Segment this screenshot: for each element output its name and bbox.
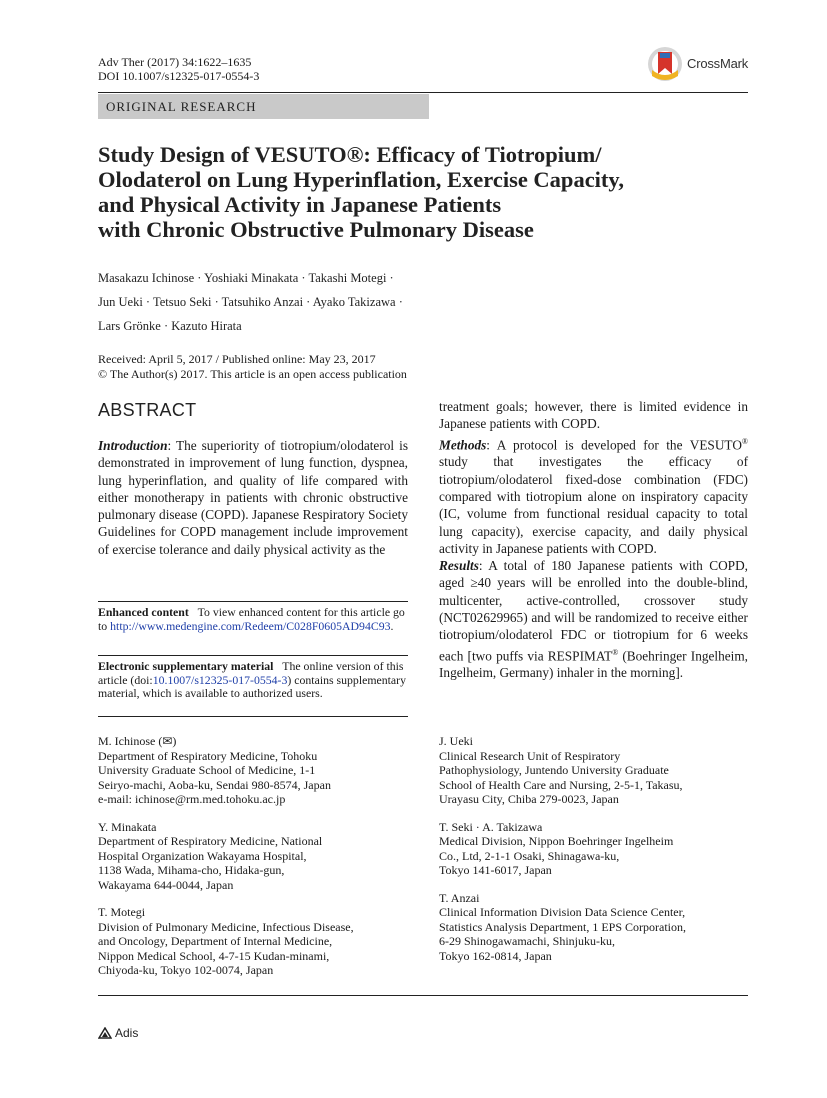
- methods-label: Methods: [439, 437, 487, 453]
- affiliation-line: Clinical Information Division Data Science Center,: [439, 905, 686, 919]
- affiliation-line: Co., Ltd, 2-1-1 Osaki, Shinagawa-ku,: [439, 848, 620, 863]
- enhanced-content-label: Enhanced content: [98, 605, 189, 619]
- divider: [98, 601, 408, 602]
- adis-triangle-icon: [98, 1027, 112, 1039]
- registered-mark: ®: [741, 436, 748, 446]
- affiliation-line: Wakayama 644-0044, Japan: [98, 877, 234, 892]
- affiliation-line: T. Seki · A. Takizawa: [439, 819, 543, 834]
- methods-text: : A protocol is developed for the VESUTO: [486, 437, 742, 453]
- affiliation-line: Clinical Research Unit of Respiratory: [439, 748, 621, 763]
- affiliation-line: T. Anzai: [439, 890, 480, 905]
- enhanced-content-note: [98, 606, 408, 633]
- affiliation-block: [439, 734, 686, 807]
- affiliation-line: Chiyoda-ku, Tokyo 102-0074, Japan: [98, 963, 274, 977]
- crossmark-badge[interactable]: [647, 44, 757, 84]
- affiliation-block: [439, 820, 686, 878]
- results-text: : A total of 180 Japanese patients with COPD, aged ≥40 years will be enrolled into the double-blind, multicenter, active-controlled, crossover study (NCT02629965) and will be randomized to receive either tiotropium/olodaterol FDC or tiotropium for 6 weeks each [two puffs via RESPIMAT: [439, 558, 748, 663]
- registered-mark: ®: [612, 647, 619, 657]
- supplementary-note: [98, 660, 408, 701]
- supplementary-doi-link[interactable]: 10.1007/s12325-017-0554-3: [152, 672, 288, 687]
- methods-paragraph: [439, 433, 748, 558]
- publisher-logo: [98, 1026, 138, 1040]
- received-date: Received: April 5, 2017 / Published online: May 23, 2017: [98, 352, 376, 366]
- affiliation-line: Tokyo 162-0814, Japan: [439, 948, 552, 963]
- results-label: Results: [439, 558, 479, 574]
- title-line: and Physical Activity in Japanese Patients: [98, 192, 502, 217]
- affiliations-left: [98, 734, 354, 991]
- publication-dates: [98, 352, 407, 382]
- affiliation-block: [98, 734, 354, 807]
- affiliation-line: J. Ueki: [439, 734, 473, 748]
- supplementary-text-b: ) contains supplementary material, which is available to authorized users.: [98, 672, 406, 700]
- affiliation-line: Tokyo 141-6017, Japan: [439, 863, 552, 877]
- footer-rule: [98, 995, 748, 996]
- journal-citation: [98, 55, 259, 83]
- author-line: Lars Grönke · Kazuto Hirata: [98, 319, 242, 333]
- introduction-paragraph: [98, 437, 408, 558]
- affiliation-line: Department of Respiratory Medicine, Tohoku: [98, 748, 318, 763]
- abstract-left-column: [98, 437, 408, 558]
- enhanced-content-link[interactable]: http://www.medengine.com/Redeem/C028F0605AD94C93: [110, 618, 391, 633]
- affiliation-line: Statistics Analysis Department, 1 EPS Corporation,: [439, 919, 686, 934]
- crossmark-icon: [647, 44, 683, 84]
- affiliation-line: Seiryo-machi, Aoba-ku, Sendai 980-8574, Japan: [98, 777, 331, 792]
- doi-line: DOI 10.1007/s12325-017-0554-3: [98, 69, 260, 83]
- license-line: © The Author(s) 2017. This article is an open access publication: [98, 367, 407, 381]
- affiliation-line: Y. Minakata: [98, 819, 157, 834]
- affiliation-line: School of Health Care and Nursing, 2-5-1, Takasu,: [439, 777, 683, 792]
- title-line: Study Design of VESUTO®: Efficacy of Tiotropium/: [98, 142, 602, 167]
- title-line: Olodaterol on Lung Hyperinflation, Exercise Capacity,: [98, 167, 625, 192]
- affiliation-line: University Graduate School of Medicine, 1-1: [98, 763, 316, 777]
- affiliation-line: T. Motegi: [98, 905, 146, 919]
- author-line: Jun Ueki · Tetsuo Seki · Tatsuhiko Anzai · Ayako Takizawa ·: [98, 295, 403, 309]
- section-banner: [98, 94, 429, 119]
- journal-line: Adv Ther (2017) 34:1622–1635: [98, 55, 252, 69]
- affiliation-line: Division of Pulmonary Medicine, Infectious Disease,: [98, 919, 354, 934]
- supplementary-text-a: The online version of this article (doi:: [98, 659, 404, 687]
- affiliation-line: M. Ichinose (✉): [98, 734, 177, 748]
- author-list: [98, 266, 403, 338]
- abstract-heading: ABSTRACT: [98, 400, 197, 420]
- divider: [98, 655, 408, 656]
- affiliation-line: Pathophysiology, Juntendo University Graduate: [439, 763, 669, 777]
- results-text: (Boehringer Ingelheim, Ingelheim, Germany) inhaler in the morning].: [439, 648, 748, 681]
- affiliation-line: and Oncology, Department of Internal Medicine,: [98, 934, 333, 948]
- affiliations-right: [439, 734, 686, 976]
- affiliation-block: [98, 820, 354, 893]
- affiliation-line: 6-29 Shinogawamachi, Shinjuku-ku,: [439, 934, 615, 948]
- section-banner-label: ORIGINAL RESEARCH: [106, 99, 257, 114]
- enhanced-content-text: To view enhanced content for this article go to: [98, 605, 405, 633]
- affiliation-line: Medical Division, Nippon Boehringer Ingelheim: [439, 834, 674, 848]
- results-paragraph: [439, 557, 748, 682]
- supplementary-label: Electronic supplementary material: [98, 659, 274, 673]
- publisher-name: Adis: [115, 1026, 139, 1040]
- affiliation-email[interactable]: e-mail: ichinose@rm.med.tohoku.ac.jp: [98, 792, 286, 806]
- author-line: Masakazu Ichinose · Yoshiaki Minakata · Takashi Motegi ·: [98, 271, 394, 285]
- affiliation-line: 1138 Wada, Mihama-cho, Hidaka-gun,: [98, 863, 285, 877]
- header-rule: [98, 92, 748, 93]
- abstract-right-column: [439, 398, 748, 682]
- title-line: with Chronic Obstructive Pulmonary Disease: [98, 217, 534, 242]
- introduction-label: Introduction: [98, 438, 168, 453]
- affiliation-block: [439, 891, 686, 964]
- methods-text: study that investigates the efficacy of tiotropium/olodaterol fixed-dose combination (FDC) compared with tiotropium alone on inspiratory capacity (IC, volume from functional residual capacity to total lung capacity), exercise capacity, and daily physical activity in Japanese patients with COPD.: [439, 454, 748, 556]
- affiliation-line: Hospital Organization Wakayama Hospital,: [98, 848, 307, 863]
- affiliation-line: Urayasu City, Chiba 279-0023, Japan: [439, 792, 619, 806]
- affiliation-block: [98, 905, 354, 978]
- divider: [98, 716, 408, 717]
- enhanced-content-end: .: [390, 618, 394, 633]
- article-title: [98, 142, 748, 242]
- affiliation-line: Nippon Medical School, 4-7-15 Kudan-minami,: [98, 948, 330, 963]
- introduction-continued: treatment goals; however, there is limited evidence in Japanese patients with COPD.: [439, 399, 748, 432]
- introduction-text: : The superiority of tiotropium/olodaterol is demonstrated in improvement of lung function, dyspnea, lung hyperinflation, and quality of life compared with either monotherapy in patients with chronic obstructive pulmonary disease (COPD). Japanese Respiratory Society Guidelines for COPD management include improvement of exercise tolerance and daily physical activity as the: [98, 438, 408, 557]
- affiliation-line: Department of Respiratory Medicine, National: [98, 834, 323, 848]
- crossmark-label: CrossMark: [687, 56, 749, 71]
